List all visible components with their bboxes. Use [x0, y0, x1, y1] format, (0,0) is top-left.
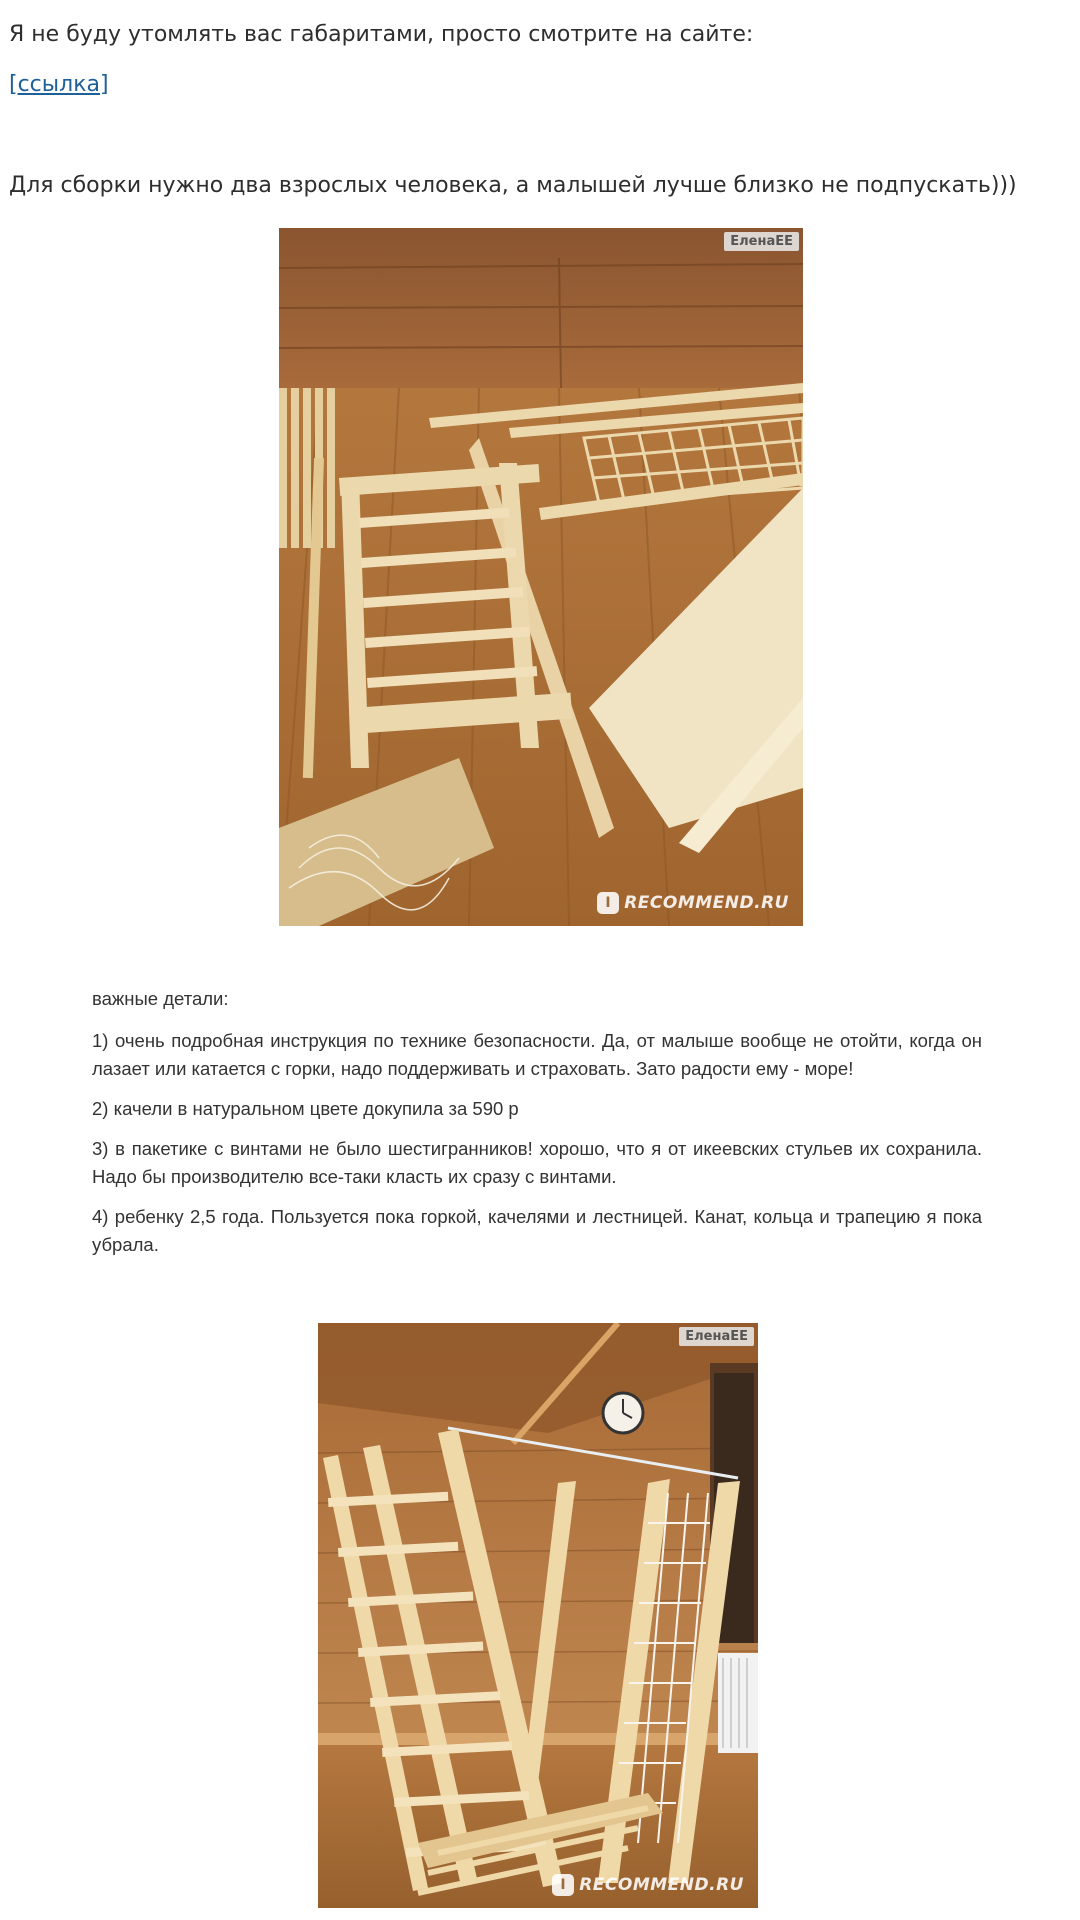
photo-2-site-watermark: [552, 1874, 744, 1896]
website-link[interactable]: [ссылка]: [9, 72, 109, 97]
details-item-4: 4) ребенку 2,5 года. Пользуется пока горкой, качелями и лестницей. Канат, кольца и трапецию я пока убрала.: [92, 1206, 982, 1255]
details-item-1: 1) очень подробная инструкция по технике безопасности. Да, от малыше вообще не отойти, когда он лазает или катается с горки, надо поддерживать и страховать. Зато радости ему - море!: [92, 1030, 982, 1079]
assembly-paragraph: Для сборки нужно два взрослых человека, а малышей лучше близко не подпускать))): [9, 173, 1017, 198]
photo-1-author-watermark: ЕленаЕЕ: [724, 232, 799, 251]
photo-1-site-watermark: [597, 892, 789, 914]
photo-assembled-frame[interactable]: [318, 1323, 758, 1908]
photo-1-site-text: RECOMMEND.RU: [624, 893, 789, 913]
photo-disassembled-parts[interactable]: [279, 228, 803, 926]
details-item-3: 3) в пакетике с винтами не было шестигранников! хорошо, что я от икеевских стульев их сохранила. Надо бы производителю все-таки класть их сразу с винтами.: [92, 1138, 982, 1187]
intro-paragraph: Я не буду утомлять вас габаритами, просто смотрите на сайте:: [9, 22, 754, 47]
details-item-2: 2) качели в натуральном цвете докупила за 590 р: [92, 1098, 519, 1119]
irecommend-logo-icon: I: [597, 892, 619, 914]
details-heading: важные детали:: [92, 988, 229, 1009]
irecommend-logo-icon: I: [552, 1874, 574, 1896]
photo-2-drawing: [318, 1323, 758, 1908]
photo-1-drawing: [279, 228, 803, 926]
important-details: [92, 985, 982, 1271]
photo-2-author-watermark: ЕленаЕЕ: [679, 1327, 754, 1346]
photo-2-site-text: RECOMMEND.RU: [579, 1875, 744, 1895]
